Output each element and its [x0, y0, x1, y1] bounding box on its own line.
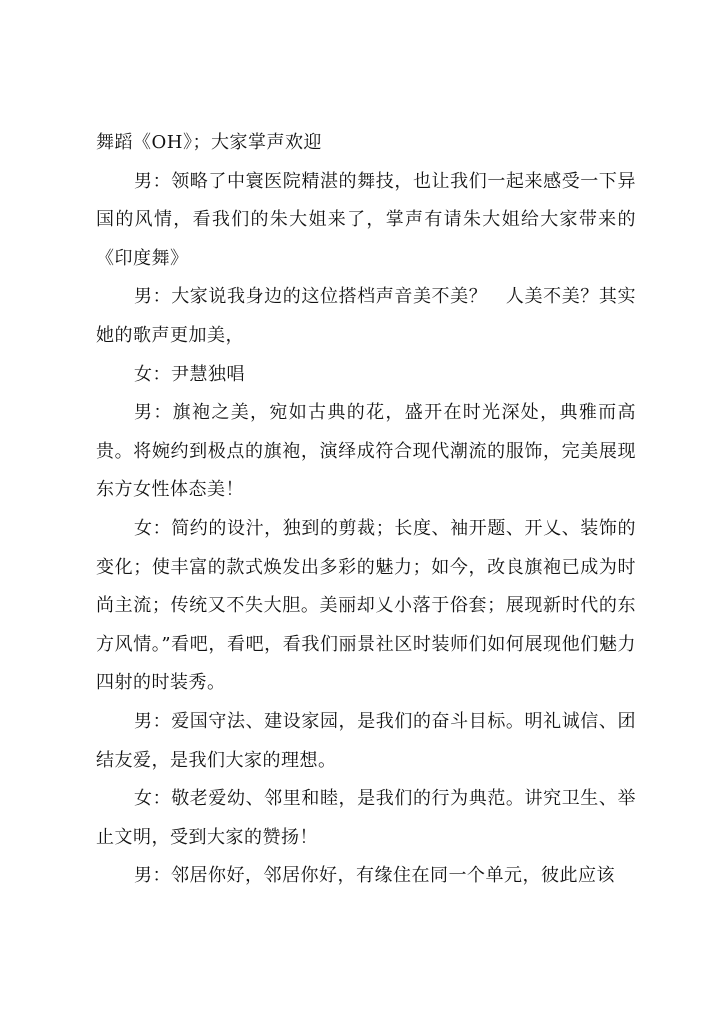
paragraph-neighbors: 男：邻居你好，邻居你好，有缘住在同一个单元，彼此应该 — [134, 865, 615, 887]
document-page — [96, 124, 636, 896]
paragraph-qipao-beauty: 男：旗袍之美，宛如古典的花，盛开在时光深处，典雅而高贵。将婉约到极点的旗袍，演绎成符合现代潮流的服饰，完美展现东方女性体态美！ — [96, 402, 636, 501]
paragraph-solo-singing: 女：尹慧独唱 — [134, 363, 245, 385]
paragraph-dance-oh: 舞蹈《OH》；大家掌声欢迎 — [96, 132, 322, 153]
paragraph-indian-dance: 男：领略了中寰医院精湛的舞技，也让我们一起来感受一下异国的风情，看我们的朱大姐来了，掌声有请朱大姐给大家带来的《印度舞》 — [96, 170, 636, 269]
paragraph-partner-voice: 男：大家说我身边的这位搭档声音美不美？ 人美不美？其实她的歌声更加美， — [96, 286, 636, 346]
paragraph-fashion-show: 女：简约的设汁，独到的剪裁；长度、袖开题、开乂、装饰的变化；使丰富的款式焕发出多彩的魅力；如今，改良旗袍已成为时尚主流；传统又不失大胆。美丽却乂小落于俗套；展现新时代的东方风情。”看吧，看吧，看我们丽景社区时装师们如何展现他们魅力四射的时装秀。 — [96, 517, 636, 694]
paragraph-patriotism: 男：爱国守法、建设家园，是我们的奋斗目标。明礼诚信、团结友爱，是我们大家的理想。 — [96, 710, 636, 771]
paragraph-respect-elders: 女：敬老爱幼、邻里和睦，是我们的行为典范。讲究卫生、举止文明，受到大家的赞扬！ — [96, 788, 636, 848]
